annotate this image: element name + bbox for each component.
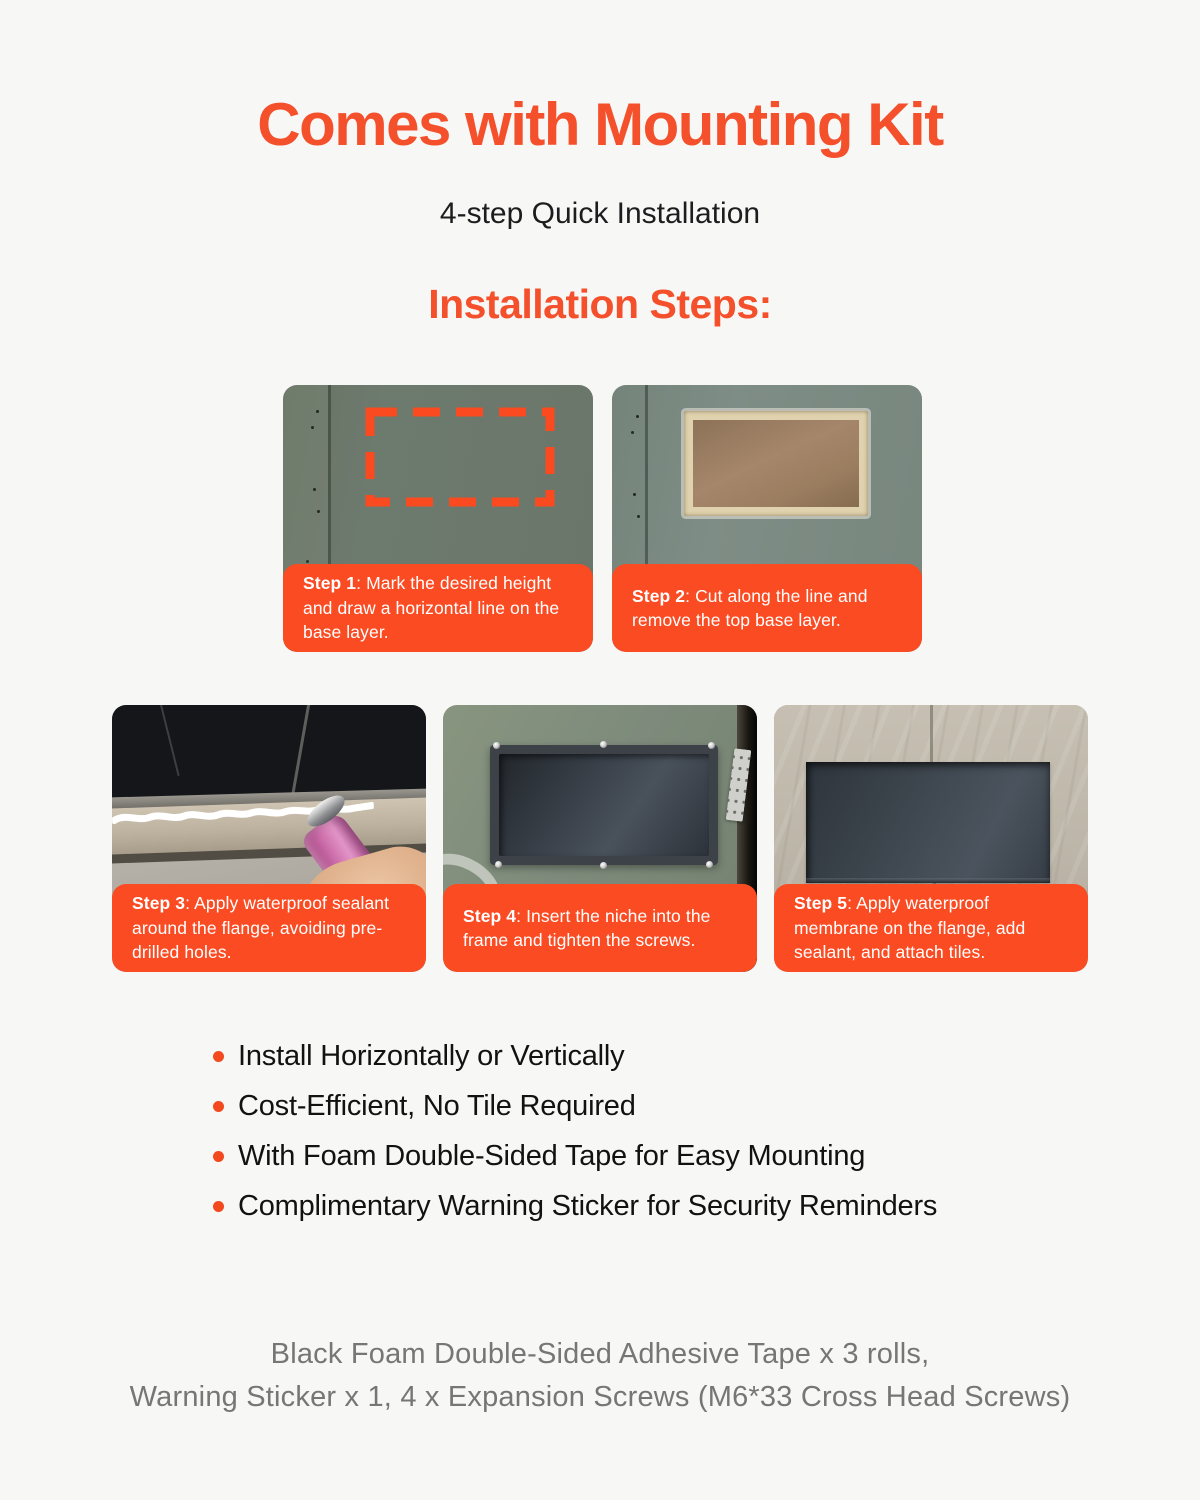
included-items-line-1: Black Foam Double-Sided Adhesive Tape x 3 rolls,: [270, 1338, 930, 1370]
page-title: Comes with Mounting Kit: [257, 91, 943, 158]
feature-item: [213, 1141, 937, 1171]
step-description: Apply waterproof sealant around the flange, avoiding pre-drilled holes.: [132, 893, 390, 963]
step-label: Step 4: [463, 905, 517, 926]
step-description: Apply waterproof membrane on the flange, add sealant, and attach tiles.: [794, 893, 1026, 963]
step-separator: :: [185, 893, 195, 914]
screw-icon: [600, 862, 607, 869]
niche-frame: [490, 745, 718, 865]
feature-item: [213, 1091, 937, 1121]
niche-opening: [806, 762, 1050, 883]
steps-row-1: [283, 385, 922, 652]
step-card-4: [443, 705, 757, 972]
step-label: Step 2: [632, 585, 686, 606]
subtitle: 4-step Quick Installation: [439, 197, 761, 230]
screw-icon: [493, 742, 500, 749]
feature-text: Install Horizontally or Vertically: [238, 1039, 625, 1072]
screw-holes: [636, 415, 639, 418]
step3-caption: [112, 884, 426, 972]
step4-caption: [443, 884, 757, 972]
step-card-2: [612, 385, 922, 652]
step-card-1: [283, 385, 593, 652]
bullet-dot-icon: [213, 1051, 224, 1062]
marked-outline-icon: [365, 407, 555, 507]
feature-text: With Foam Double-Sided Tape for Easy Mounting: [238, 1139, 866, 1172]
step-label: Step 1: [303, 573, 357, 594]
step-label: Step 5: [794, 893, 848, 914]
step2-caption: [612, 564, 922, 652]
screw-icon: [495, 861, 502, 868]
step-separator: :: [516, 905, 527, 926]
screw-icon: [600, 741, 607, 748]
bullet-dot-icon: [213, 1201, 224, 1212]
cut-opening-cavity: [693, 420, 859, 507]
screw-icon: [706, 861, 713, 868]
panel-seam: [158, 705, 179, 776]
grout-line: [930, 705, 933, 762]
included-items-note: [0, 1333, 1200, 1419]
section-heading: Installation Steps:: [428, 281, 772, 327]
bullet-dot-icon: [213, 1101, 224, 1112]
feature-text: Complimentary Warning Sticker for Security Reminders: [238, 1189, 938, 1222]
step-description: Insert the niche into the frame and tighten the screws.: [463, 905, 711, 950]
step-label: Step 3: [132, 893, 186, 914]
step-description: Mark the desired height and draw a horizontal line on the base layer.: [303, 573, 560, 643]
included-items-line-2: Warning Sticker x 1, 4 x Expansion Screws (M6*33 Cross Head Screws): [129, 1381, 1071, 1413]
cut-opening-frame: [684, 411, 868, 516]
step2-caption-text: [632, 584, 910, 633]
steps-row-2: [112, 705, 1088, 972]
step1-caption-text: [303, 571, 581, 645]
step3-caption-text: [132, 891, 414, 965]
bullet-dot-icon: [213, 1151, 224, 1162]
step5-caption-text: [794, 891, 1076, 965]
feature-item: [213, 1191, 937, 1221]
step-card-5: [774, 705, 1088, 972]
feature-item: [213, 1041, 937, 1071]
step-description: Cut along the line and remove the top base layer.: [632, 585, 868, 630]
screw-holes: [316, 410, 319, 413]
step4-caption-text: [463, 904, 745, 953]
screw-icon: [708, 742, 715, 749]
step-card-3: [112, 705, 426, 972]
step-separator: :: [356, 573, 367, 594]
niche-recess: [499, 754, 709, 856]
step1-caption: [283, 564, 593, 652]
feature-list: [213, 1041, 937, 1241]
step5-caption: [774, 884, 1088, 972]
step-separator: :: [685, 585, 696, 606]
niche-shelf-edge: [806, 878, 1050, 883]
step-separator: :: [847, 893, 857, 914]
feature-text: Cost-Efficient, No Tile Required: [238, 1089, 636, 1122]
